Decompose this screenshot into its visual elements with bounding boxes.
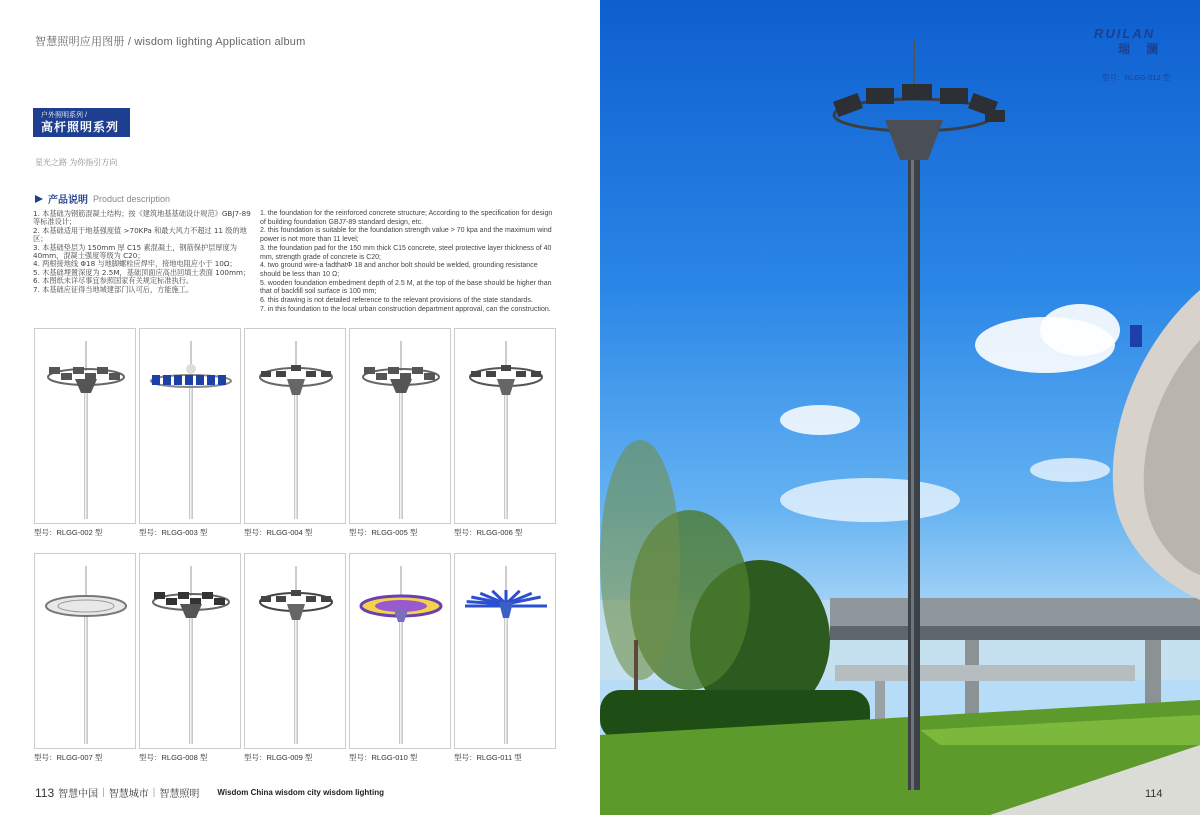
floodlight	[471, 371, 481, 377]
product-model-label: 型号：RLGG-003 型	[139, 528, 208, 537]
floodlight	[276, 371, 286, 377]
page-number-right: 114	[1145, 788, 1163, 800]
lamp-module	[207, 375, 215, 385]
product-card	[454, 553, 556, 749]
description-line: 6. this drawing is not detailed reference to the relevant provisions of the state standards.	[260, 297, 533, 305]
product-card	[139, 553, 241, 749]
floodlight	[321, 596, 331, 602]
floodlight	[412, 367, 423, 374]
brand-logo-chinese: 瑞 澜	[1118, 42, 1165, 56]
floodlight	[501, 365, 511, 371]
product-card	[349, 328, 451, 524]
description-title-cn: 产品说明	[48, 195, 88, 206]
series-badge	[33, 108, 130, 137]
product-card	[34, 328, 136, 524]
lamp-cage	[180, 604, 202, 618]
cloud-shape	[1030, 458, 1110, 482]
lamp-cage	[75, 379, 97, 393]
lamp-illustration	[455, 329, 556, 524]
lower-bridge-deck	[835, 665, 1135, 681]
lamp-illustration	[455, 554, 556, 749]
lamp-module	[196, 375, 204, 385]
lamp-illustration	[350, 329, 451, 524]
lamp-illustration	[35, 329, 136, 524]
floodlight	[261, 596, 271, 602]
product-model-label: 型号：RLGG-002 型	[34, 528, 103, 537]
lightning-rod	[86, 566, 87, 596]
floodlight	[214, 598, 225, 605]
lamp-cage	[287, 379, 305, 395]
lamp-illustration	[140, 329, 241, 524]
lightning-rod	[191, 566, 192, 596]
floodlight	[97, 367, 108, 374]
product-model-label: 型号：RLGG-009 型	[244, 753, 313, 762]
lamp-cage	[885, 120, 943, 160]
description-line: 3. 本基础垫层为 150mm 厚 C15 素混凝土，钢筋保护层厚度为 40mm，混凝土强度等级为 C20；	[33, 242, 237, 261]
floodlight	[109, 373, 120, 380]
overpass-shadow	[830, 626, 1200, 640]
floodlight	[400, 373, 411, 380]
description-line: 2. 本基础适用于地基强度值 >70KPa 和最大风力不超过 11 级的地区；	[33, 225, 247, 244]
floodlight	[388, 367, 399, 374]
footer-divider: |	[152, 787, 156, 798]
lamp-illustration	[140, 554, 241, 749]
pole-highlight	[85, 384, 87, 519]
lightning-rod	[86, 341, 87, 371]
description-line: 3. the foundation pad for the 150 mm thick C15 concrete, steel protective layer thickness of 40 mm, strength grade of concrete is C20;	[260, 244, 552, 261]
cloud-shape	[1040, 304, 1120, 356]
overpass-deck	[830, 598, 1200, 626]
lamp-illustration	[245, 329, 346, 524]
album-title: 智慧照明应用图册 / wisdom lighting Application album	[35, 36, 306, 48]
floodlight	[866, 88, 894, 104]
right-page-photo	[600, 0, 1200, 815]
lamp-dome	[186, 364, 196, 374]
arrow-icon	[35, 195, 43, 203]
floodlight	[486, 371, 496, 377]
product-model-label: 型号：RLGG-008 型	[139, 753, 208, 762]
slogan: 星光之路 为你指引方向	[35, 158, 118, 167]
product-model-label: 型号：RLGG-007 型	[34, 753, 103, 762]
description-line: 1. 本基础为钢筋混凝土结构；按《建筑地基基础设计规范》GBJ7-89 等标准设计；	[33, 209, 251, 227]
pole-highlight	[400, 384, 402, 519]
description-line: 6. 本图纸未详尽事宜参照国家有关规定标准执行。	[33, 276, 194, 286]
pole-highlight	[400, 609, 402, 744]
footer-item: 智慧照明	[159, 789, 200, 800]
cloud-shape	[780, 405, 860, 435]
pole-highlight	[190, 609, 192, 744]
footer-divider: |	[102, 787, 105, 798]
description-line: 5. 木基础埋置深度为 2.5M，基础顶面应高出回填土表面 100mm；	[33, 267, 251, 277]
floodlight	[49, 367, 60, 374]
pole-highlight	[295, 609, 297, 744]
footer-item: 智慧城市	[108, 789, 149, 800]
road-sign	[1130, 325, 1142, 347]
floodlight	[154, 592, 165, 599]
description-text-en	[260, 210, 558, 314]
product-card	[454, 328, 556, 524]
product-card	[349, 553, 451, 749]
description-title-en: Product description	[93, 193, 171, 204]
floodlight	[306, 371, 316, 377]
lamp-illustration	[35, 554, 136, 749]
product-description-heading	[35, 191, 170, 206]
product-model-label: 型号：RLGG-010 型	[349, 753, 418, 762]
product-card	[139, 328, 241, 524]
footer-left	[35, 785, 384, 800]
floodlight	[178, 592, 189, 599]
lamp-module	[218, 375, 226, 385]
floodlight	[985, 110, 1005, 122]
lamp-module	[185, 375, 193, 385]
floodlight	[291, 590, 301, 596]
description-line: 5. wooden foundation embedment depth of 2.5 M, at the top of the base should be higher than that of backfill soil surface is 100 mm;	[260, 279, 552, 296]
product-model-label: 型号：RLGG-011 型	[454, 753, 522, 762]
description-line: 4. two ground wire-a fadthatΦ 18 and anchor bolt should be welded, grounding resistance should be less than 10 Ω;	[260, 262, 538, 278]
floodlight	[261, 371, 271, 377]
floodlight	[166, 598, 177, 605]
pole-highlight	[505, 384, 507, 519]
product-card	[244, 553, 346, 749]
pole-highlight	[85, 609, 87, 744]
brand-logo: RUILAN	[1094, 26, 1156, 41]
floodlight	[516, 371, 526, 377]
product-model-label: 型号：RLGG-004 型	[244, 528, 313, 537]
footer-english: Wisdom China wisdom city wisdom lighting	[217, 788, 384, 797]
floodlight	[190, 598, 201, 605]
description-line: 7. 本基础应征得当地城建部门认可后，方能施工。	[33, 284, 194, 294]
cloud-shape	[780, 478, 960, 522]
lamp-cage	[499, 602, 513, 618]
floodlight	[61, 373, 72, 380]
pole-highlight	[505, 609, 507, 744]
product-card	[244, 328, 346, 524]
description-line: 4. 两根接地线 Φ18 与地脚螺栓应焊牢，接地电阻应小于 10Ω；	[33, 259, 237, 269]
pole-highlight	[295, 384, 297, 519]
floodlight	[940, 88, 968, 104]
street-scene-illustration	[600, 0, 1200, 815]
floodlight	[376, 373, 387, 380]
lamp-cage	[287, 604, 305, 620]
lamp-cage	[394, 610, 408, 622]
description-line: 7. in this foundation to the local urban construction department approval, can the construction.	[260, 305, 551, 313]
floodlight	[364, 367, 375, 374]
lamp-module	[152, 375, 160, 385]
floodlight	[424, 373, 435, 380]
floodlight	[531, 371, 541, 377]
description-text-cn	[33, 210, 251, 294]
floodlight	[833, 93, 863, 117]
lightning-rod	[401, 341, 402, 371]
floodlight	[202, 592, 213, 599]
page-number-left: 113	[35, 785, 55, 800]
floodlight	[73, 367, 84, 374]
lamp-cage	[497, 379, 515, 395]
floodlight	[902, 84, 932, 100]
floodlight	[276, 596, 286, 602]
product-model-label: 型号：RLGG-006 型	[454, 528, 523, 537]
lamp-cage	[390, 379, 412, 393]
floodlight	[321, 371, 331, 377]
lamp-illustration	[350, 554, 451, 749]
floodlight	[306, 596, 316, 602]
floodlight	[85, 373, 96, 380]
pole-highlight	[911, 160, 914, 790]
series-category: 户外照明系列 /	[41, 112, 87, 119]
tree-canopy	[600, 440, 680, 680]
series-title: 高杆照明系列	[41, 120, 120, 134]
pole-highlight	[190, 384, 192, 519]
description-line: 2. this foundation is suitable for the foundation strength value > 70 kpa and the maximum wind power is not more than 11 level;	[260, 227, 552, 244]
lamp-module	[174, 375, 182, 385]
lamp-module	[163, 375, 171, 385]
product-model-label: 型号：RLGG-005 型	[349, 528, 418, 537]
featured-model-label: 型号：RLGG-012 型	[1102, 73, 1171, 82]
lightning-rod	[401, 566, 402, 596]
floodlight	[291, 365, 301, 371]
description-line: 1. the foundation for the reinforced concrete structure; According to the specification for design of building foundation GBJ7-89 standard design, etc.	[260, 210, 553, 226]
footer-item: 智慧中国	[58, 789, 99, 800]
lamp-illustration	[245, 554, 346, 749]
product-card	[34, 553, 136, 749]
